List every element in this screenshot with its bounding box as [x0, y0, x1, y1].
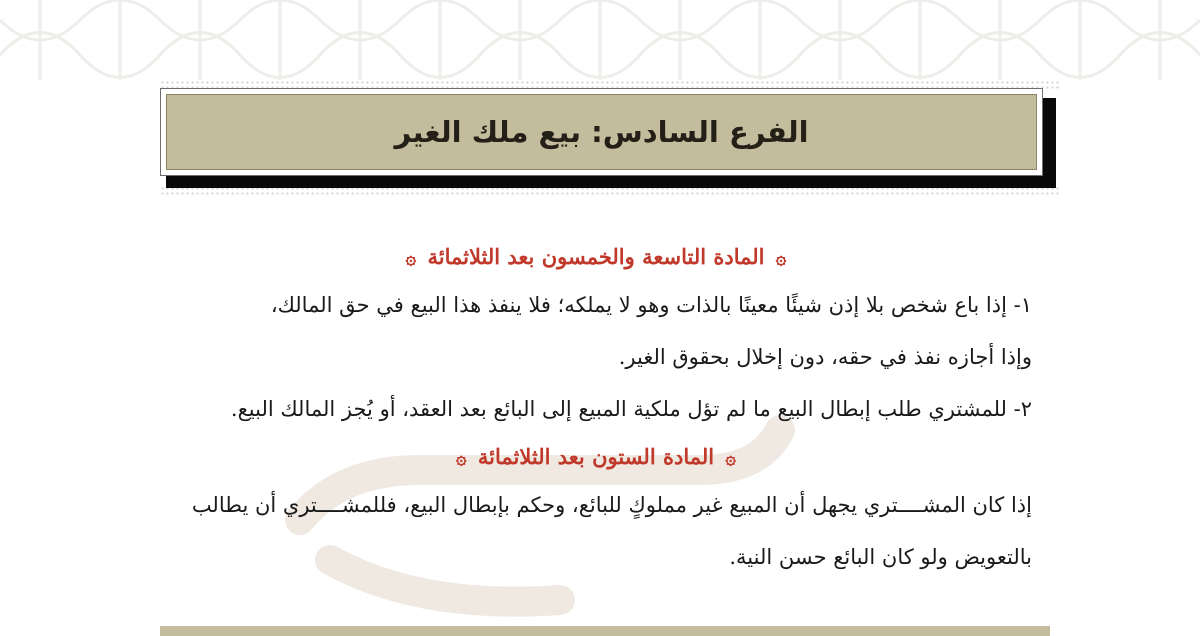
ornament-icon: ۞ [725, 448, 736, 469]
section-title-fill [166, 94, 1037, 170]
next-title-box-edge [160, 626, 1050, 636]
paragraph-line: بالتعويض ولو كان البائع حسن النية. [729, 545, 1032, 569]
ornament-icon: ۞ [775, 248, 787, 269]
article-heading-text: المادة التاسعة والخمسون بعد الثلاثمائة [427, 244, 765, 269]
section-title: الفرع السادس: بيع ملك الغير [394, 115, 809, 149]
paragraph-line: وإذا أجازه نفذ في حقه، دون إخلال بحقوق الغير. [618, 345, 1032, 369]
article-heading [160, 435, 1032, 479]
document-body [160, 235, 1032, 583]
ornament-icon: ۞ [405, 248, 417, 269]
paragraph-line: إذا كان المشــــتري يجهل أن المبيع غير مملوكٍ للبائع، وحكم بإبطال البيع، فللمشــــتري أن يطالب [191, 493, 1032, 517]
section-title-box [160, 88, 1043, 176]
paragraph-line: ١- إذا باع شخص بلا إذن شيئًا معينًا بالذات وهو لا يملكه؛ فلا ينفذ هذا البيع في حق المالك، [270, 293, 1032, 317]
article-heading-text: المادة الستون بعد الثلاثمائة [477, 444, 715, 469]
ornament-icon: ۞ [456, 448, 467, 469]
article-paragraph [160, 479, 1032, 583]
article-paragraph [160, 279, 1032, 435]
paragraph-line: ٢- للمشتري طلب إبطال البيع ما لم تؤل ملكية المبيع إلى البائع بعد العقد، أو يُجز المالك البيع. [230, 397, 1032, 421]
article-heading [160, 235, 1032, 279]
